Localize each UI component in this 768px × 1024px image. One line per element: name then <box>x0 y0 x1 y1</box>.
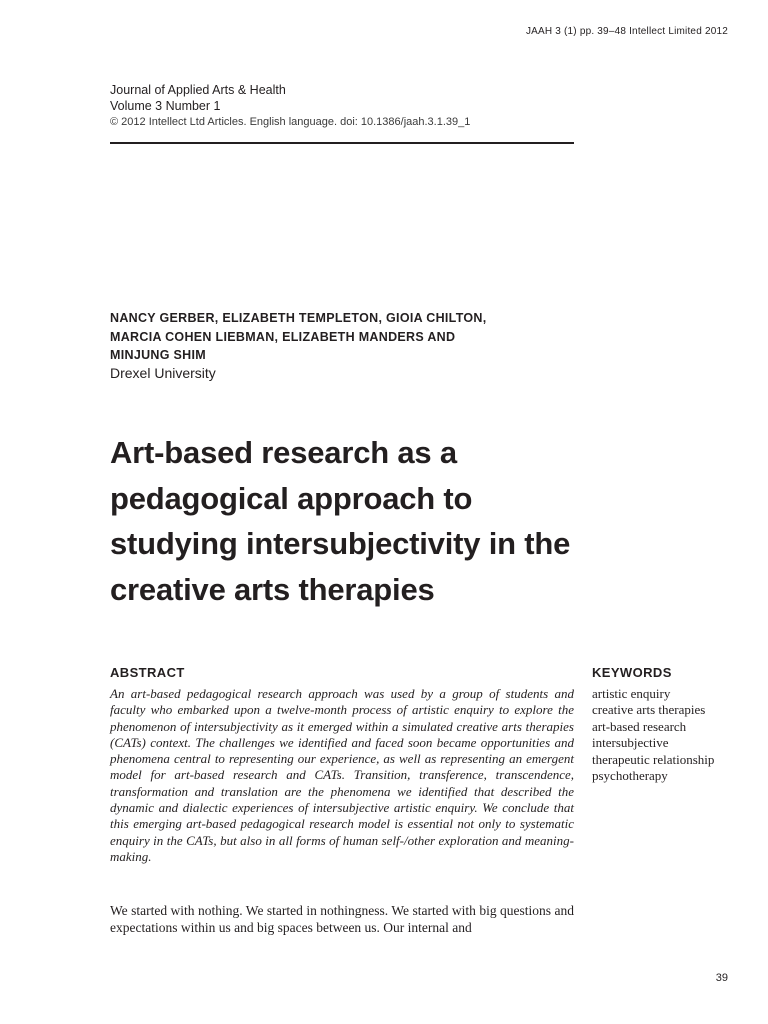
keyword-item: creative arts therapies <box>592 702 706 718</box>
keyword-item: psychotherapy <box>592 768 668 784</box>
author-affiliation: Drexel University <box>110 364 216 381</box>
author-block <box>110 309 580 382</box>
keywords-list <box>592 686 762 784</box>
author-names <box>110 309 580 365</box>
keyword-item: intersubjective <box>592 735 669 751</box>
article-title: Art-based research as a pedagogical approach to studying intersubjectivity in the creative arts therapies <box>110 435 571 607</box>
body-paragraph: We started with nothing. We started in nothingness. We started with big questions and expectations within us and big spaces between us. Our internal and <box>110 903 574 935</box>
journal-info <box>110 82 574 130</box>
keywords-heading: KEYWORDS <box>592 665 672 680</box>
abstract-text: An art-based pedagogical research approach was used by a group of students and faculty who embarked upon a twelve-month process of artistic enquiry to explore the phenomenon of intersubjectivity as it emerged within a simulated creative arts therapies (CATs) context. The challenges we identified and faced soon became opportunities and phenomena central to representing our experience, as well as representing an emergent model for art-based research and CATs. Transition, transference, transcendence, transformation and translation are the phenomena we identified that described the dynamic and dialectic experiences of intersubjective artistic enquiry. We conclude that this emerging art-based pedagogical research model is essential not only to systematic enquiry in the CATs, but also in all forms of human self-/other exploration and meaning-making. <box>110 686 574 864</box>
page-number: 39 <box>715 972 728 984</box>
author-line-1: NANCY GERBER, ELIZABETH TEMPLETON, GIOIA CHILTON, <box>110 311 487 325</box>
journal-volume: Volume 3 Number 1 <box>110 99 221 113</box>
journal-name: Journal of Applied Arts & Health <box>110 83 286 97</box>
copyright-doi: © 2012 Intellect Ltd Articles. English language. doi: 10.1386/jaah.3.1.39_1 <box>110 116 471 128</box>
abstract-heading: ABSTRACT <box>110 665 185 680</box>
keyword-item: artistic enquiry <box>592 686 671 701</box>
keyword-item: therapeutic relationship <box>592 751 715 767</box>
author-line-3: MINJUNG SHIM <box>110 348 206 362</box>
author-line-2: MARCIA COHEN LIEBMAN, ELIZABETH MANDERS AND <box>110 329 456 344</box>
header-divider <box>110 142 574 144</box>
running-head: JAAH 3 (1) pp. 39–48 Intellect Limited 2012 <box>525 26 728 37</box>
keyword-item: art-based research <box>592 718 687 734</box>
